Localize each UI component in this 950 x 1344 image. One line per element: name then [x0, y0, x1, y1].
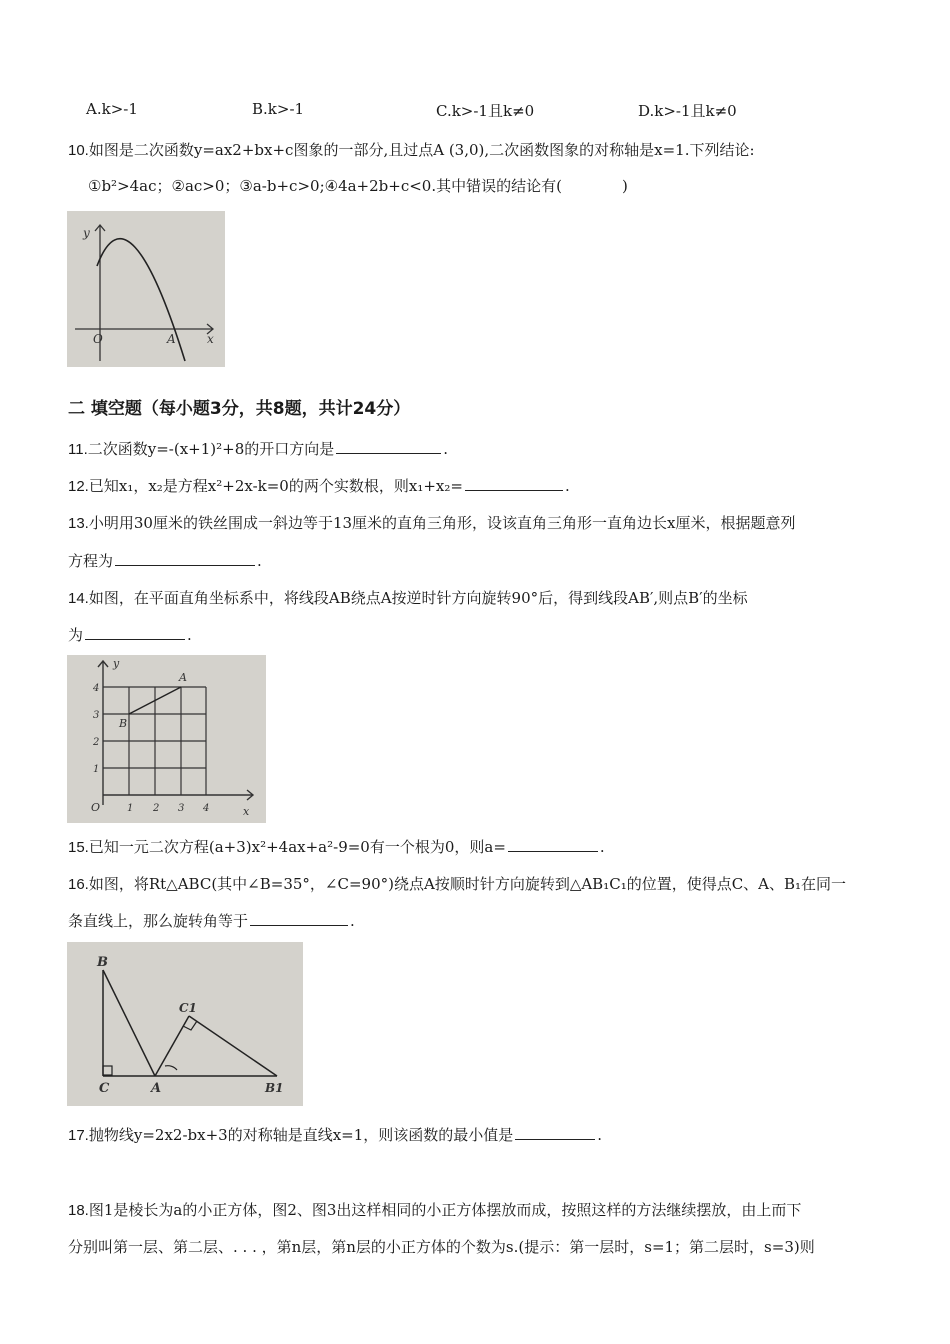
question-18-line2: 分别叫第一层、第二层、. . . ，第n层，第n层的小正方体的个数为s.(提示：第一层时，s=1；第二层时，s=3)则	[68, 1238, 815, 1256]
question-16	[68, 873, 846, 894]
question-18	[68, 1199, 801, 1220]
question-text: 二次函数y=-(x+1)²+8的开口方向是	[87, 440, 335, 458]
question-text: 图1是棱长为a的小正方体，图2、图3出这样相同的小正方体摆放而成，按照这样的方法继续摆放，由上而下	[88, 1201, 802, 1219]
answer-blank[interactable]	[85, 625, 185, 640]
punctuation: .	[564, 477, 570, 495]
option-a: A.k>-1	[86, 100, 138, 118]
x-tick-label: 3	[178, 803, 185, 814]
punctuation: .	[443, 440, 449, 458]
y-tick-label: 1	[93, 764, 100, 775]
punctuation: .	[257, 552, 262, 570]
point-b1-label: B1	[265, 1081, 284, 1095]
point-a-label: A	[179, 671, 187, 684]
question-number: 11.	[68, 441, 88, 458]
section-title: 二 填空题（每小题3分，共8题，共计24分）	[68, 399, 411, 419]
question-13-line2	[68, 550, 262, 571]
question-14-line2	[68, 624, 192, 645]
question-10-conclusions: ①b²>4ac；②ac>0；③a-b+c>0;④4a+2b+c<0.其中错误的结论有( )	[88, 177, 628, 195]
answer-blank[interactable]	[465, 476, 563, 491]
option-b: B.k>-1	[252, 100, 305, 118]
question-number: 15.	[68, 839, 89, 856]
answer-blank[interactable]	[115, 551, 255, 566]
question-text: 小明用30厘米的铁丝围成一斜边等于13厘米的直角三角形，设该直角三角形一直角边长x厘米，根据题意列	[88, 514, 796, 532]
x-tick-label: 2	[153, 803, 160, 814]
grid-figure	[67, 655, 266, 823]
y-axis-label: y	[113, 657, 120, 670]
punctuation: .	[187, 626, 192, 644]
option-d: D.k>-1且k≠0	[638, 102, 737, 120]
question-text: 如图，将Rt△ABC(其中∠B=35°，∠C=90°)绕点A按顺时针方向旋转到△AB₁C₁的位置，使得点C、A、B₁在同一	[88, 875, 847, 893]
question-text: 已知x₁，x₂是方程x²+2x-k=0的两个实数根，则x₁+x₂=	[88, 477, 463, 495]
y-tick-label: 2	[93, 737, 100, 748]
question-number: 17.	[68, 1127, 89, 1144]
triangle-figure	[67, 942, 303, 1106]
x-tick-label: 1	[127, 803, 134, 814]
point-b-label: B	[119, 717, 128, 730]
y-tick-label: 4	[93, 683, 100, 694]
point-b-label: B	[97, 955, 108, 970]
question-text: 已知一元二次方程(a+3)x²+4ax+a²-9=0有一个根为0，则a=	[88, 838, 506, 856]
question-number: 10.	[68, 142, 89, 159]
answer-blank[interactable]	[515, 1125, 595, 1140]
question-number: 14.	[68, 590, 89, 607]
point-c-label: C	[99, 1081, 110, 1096]
origin-label: O	[91, 801, 101, 814]
question-16-line2	[68, 910, 355, 931]
origin-label: O	[93, 332, 103, 346]
answer-blank[interactable]	[250, 911, 348, 926]
answer-blank[interactable]	[336, 439, 441, 454]
punctuation: .	[350, 912, 355, 930]
point-a-label: A	[167, 332, 176, 346]
question-14	[68, 587, 748, 608]
x-tick-label: 4	[203, 803, 210, 814]
question-17	[68, 1124, 602, 1145]
question-number: 16.	[68, 876, 89, 893]
x-axis-label: x	[207, 332, 214, 346]
question-text: 方程为	[68, 552, 114, 570]
question-12	[68, 475, 570, 496]
question-text: 为	[68, 626, 84, 644]
question-text: 如图是二次函数y=ax2+bx+c图象的一部分,且过点A (3,0),二次函数图象的对称轴是x=1.下列结论:	[88, 141, 755, 159]
parabola-figure	[67, 211, 225, 367]
option-c: C.k>-1且k≠0	[436, 102, 535, 120]
question-text: 如图，在平面直角坐标系中，将线段AB绕点A按逆时针方向旋转90°后，得到线段AB′,则点B′的坐标	[88, 589, 748, 607]
y-tick-label: 3	[93, 710, 100, 721]
question-text: 抛物线y=2x2-bx+3的对称轴是直线x=1，则该函数的最小值是	[88, 1126, 514, 1144]
question-15	[68, 836, 605, 857]
x-axis-label: x	[243, 805, 250, 818]
y-axis-label: y	[83, 226, 90, 240]
question-number: 12.	[68, 478, 89, 495]
point-a-label: A	[151, 1081, 162, 1096]
question-number: 13.	[68, 515, 89, 532]
question-text: 条直线上，那么旋转角等于	[68, 912, 249, 930]
answer-blank[interactable]	[508, 837, 598, 852]
question-13	[68, 512, 796, 533]
question-11	[68, 438, 448, 459]
punctuation: .	[597, 1126, 603, 1144]
question-number: 18.	[68, 1202, 89, 1219]
punctuation: .	[599, 838, 605, 856]
question-10	[68, 139, 755, 160]
point-c1-label: C1	[179, 1001, 197, 1015]
